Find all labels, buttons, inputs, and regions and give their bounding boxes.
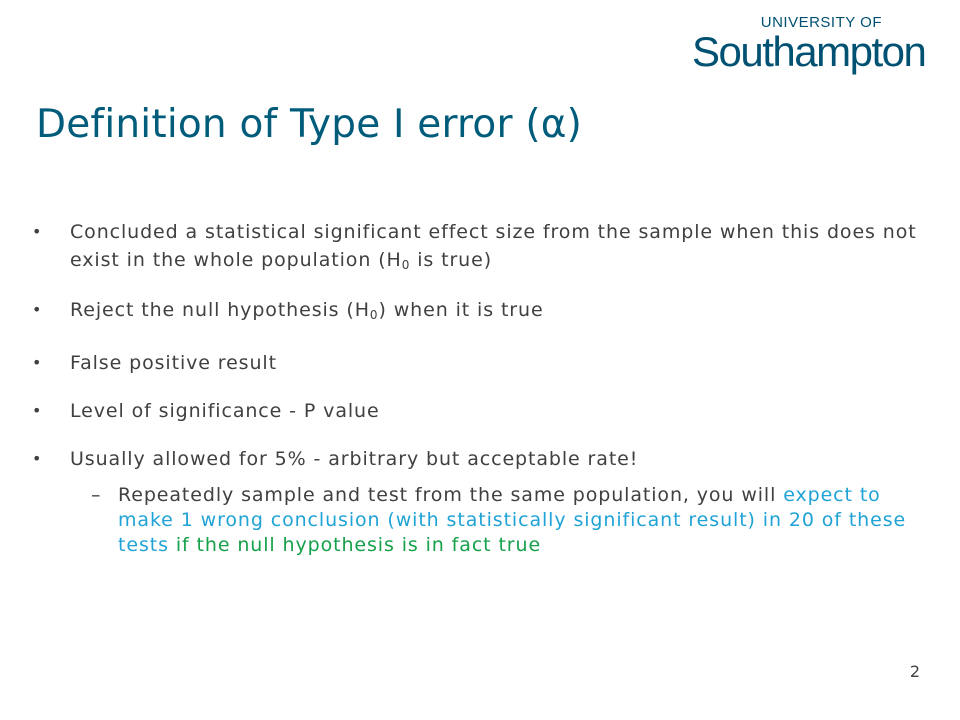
bullet-item (30, 445, 930, 473)
bullet-list (30, 218, 930, 558)
bullet-marker: • (32, 222, 43, 241)
bullet-item (30, 296, 930, 329)
logo-southampton: Southampton (692, 28, 926, 75)
bullet-marker: • (32, 401, 43, 420)
bullet-text-end: is true) (410, 249, 493, 271)
logo-university-of: UNIVERSITY OF (760, 14, 882, 31)
bullet-text: Reject the null hypothesis (H (70, 299, 370, 321)
bullet-item (30, 397, 930, 425)
subscript: 0 (401, 258, 411, 272)
university-logo (692, 14, 926, 84)
bullet-text: False positive result (70, 352, 277, 374)
bullet-text: Level of significance - P value (70, 400, 380, 422)
sub-bullet-highlight-green: if the null hypothesis is in fact true (175, 534, 542, 556)
slide-title: Definition of Type I error (α) (36, 102, 583, 147)
bullet-marker: • (32, 449, 43, 468)
subscript: 0 (369, 308, 379, 322)
sub-bullet-marker: – (91, 484, 102, 506)
page-number: 2 (909, 662, 920, 681)
bullet-marker: • (32, 300, 43, 319)
bullet-text: Usually allowed for 5% - arbitrary but acceptable rate! (70, 448, 639, 470)
bullet-text: Concluded a statistical significant effect size from the sample when this does not exist in the whole population (H (70, 221, 917, 271)
bullet-item (30, 218, 930, 279)
sub-bullet-text: Repeatedly sample and test from the same population, you will (118, 484, 784, 506)
bullet-item (30, 349, 930, 377)
sub-bullet-item (91, 483, 930, 558)
bullet-marker: • (32, 353, 43, 372)
bullet-text-end: ) when it is true (378, 299, 544, 321)
sub-bullet-highlight-blue: expect to make 1 wrong conclusion (with statistically significant result) in 20 of these tests (118, 484, 907, 556)
